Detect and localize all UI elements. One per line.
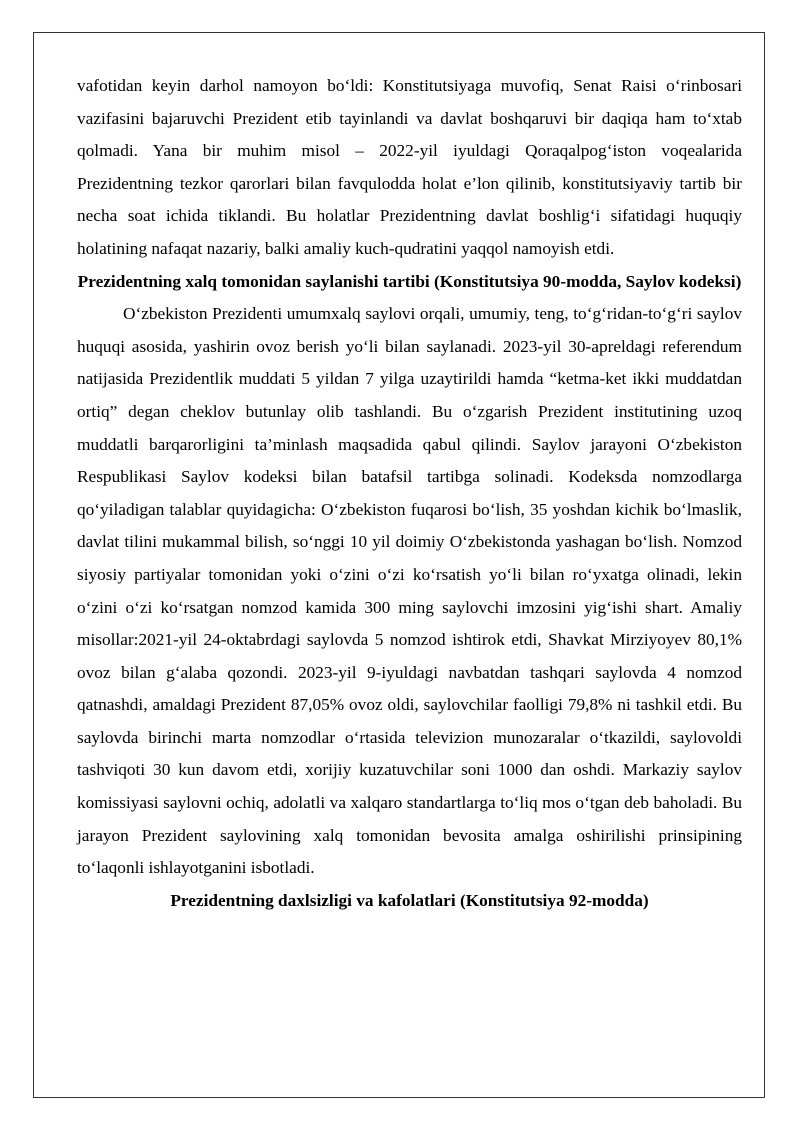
paragraph-continuation: vafotidan keyin darhol namoyon bo‘ldi: Konstitutsiyaga muvofiq, Senat Raisi o‘rinbosari vazifasini bajaruvchi Prezident etib tayinlandi va davlat boshqaruvi bir daqiqa ham to‘xtab qolmadi. Yana bir muhim misol – 2022-yil iyuldagi Qoraqalpog‘iston voqealarida Prezidentning tezkor qarorlari bilan favqulodda holat e’lon qilinib, konstitutsiyaviy tartib bir necha soat ichida tiklandi. Bu holatlar Prezidentning davlat boshlig‘i sifatidagi huquqiy holatining nafaqat nazariy, balki amaliy kuch-qudratini yaqqol namoyish etdi. [77,76,742,258]
paragraph-election: O‘zbekiston Prezidenti umumxalq saylovi orqali, umumiy, teng, to‘g‘ridan-to‘g‘ri saylov huquqi asosida, yashirin ovoz berish yo‘li bilan saylanadi. 2023-yil 30-apreldagi referendum natijasida Prezidentlik muddati 5 yildan 7 yilga uzaytirildi hamda “ketma-ket ikki muddatdan ortiq” degan cheklov butunlay olib tashlandi. Bu o‘zgarish Prezident institutining uzoq muddatli barqarorligini ta’minlash maqsadida qabul qilindi. Saylov jarayoni O‘zbekiston Respublikasi Saylov kodeksi bilan batafsil tartibga solinadi. Kodeksda nomzodlarga qo‘yiladigan talablar quyidagicha: O‘zbekiston fuqarosi bo‘lish, 35 yoshdan kichik bo‘lmaslik, davlat tilini mukammal bilish, so‘nggi 10 yil doimiy O‘zbekistonda yashagan bo‘lish. Nomzod siyosiy partiyalar tomonidan yoki o‘zini o‘zi ko‘rsatish yo‘li bilan ro‘yxatga olinadi, lekin o‘zini o‘zi ko‘rsatgan nomzod kamida 300 ming saylovchi imzosini yig‘ishi shart. Amaliy misollar:2021-yil 24-oktabrdagi saylovda 5 nomzod ishtirok etdi, Shavkat Mirziyoyev 80,1% ovoz bilan g‘alaba qozondi. 2023-yil 9-iyuldagi navbatdan tashqari saylovda 4 nomzod qatnashdi, amaldagi Prezident 87,05% ovoz oldi, saylovchilar faolligi 79,8% ni tashkil etdi. Bu saylovda birinchi marta nomzodlar o‘rtasida televizion munozaralar o‘tkazildi, saylovoldi tashviqoti 30 kun davom etdi, xorijiy kuzatuvchilar soni 1000 dan oshdi. Markaziy saylov komissiyasi saylovni ochiq, adolatli va xalqaro standartlarga to‘liq mos o‘tgan deb baholadi. Bu jarayon Prezident saylovining xalq tomonidan bevosita amalga oshirilishi prinsipining to‘laqonli ishlayotganini isbotladi. [77,304,742,878]
section-heading-election: Prezidentning xalq tomonidan saylanishi tartibi (Konstitutsiya 90-modda, Saylov kodeksi) [77,271,742,291]
document-body [77,70,742,917]
section-heading-immunity: Prezidentning daxlsizligi va kafolatlari (Konstitutsiya 92-modda) [170,890,649,910]
